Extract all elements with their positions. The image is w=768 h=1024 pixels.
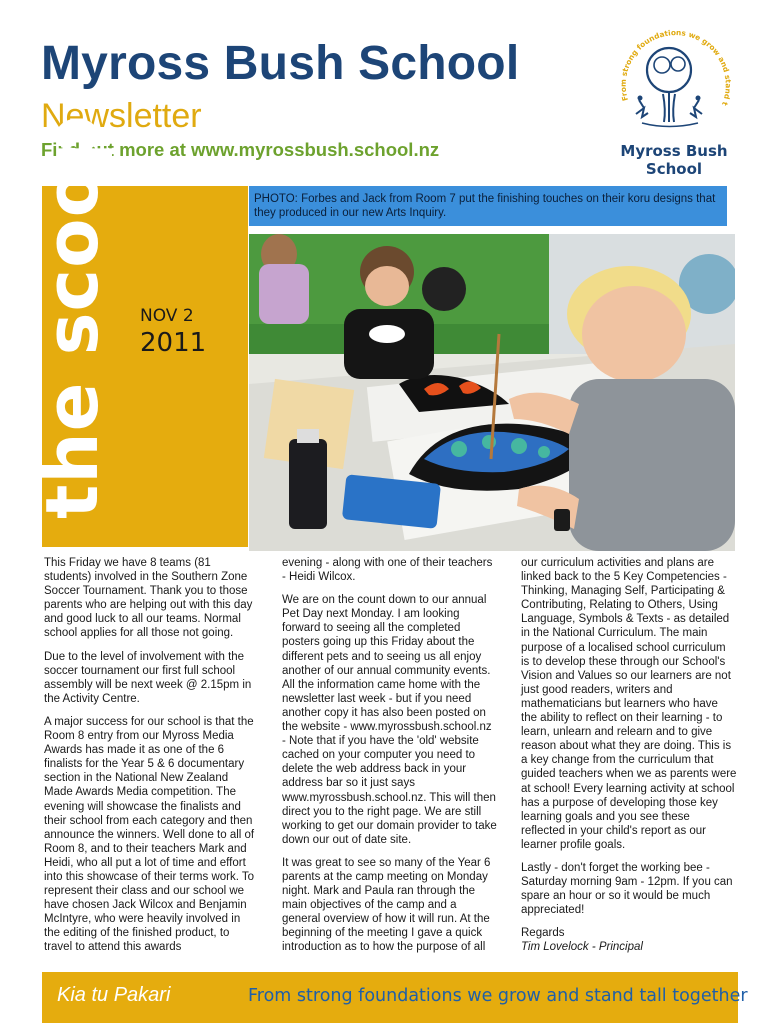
footer-banner — [42, 972, 748, 1023]
photo-caption: PHOTO: Forbes and Jack from Room 7 put the finishing touches on their koru designs that they produced in our new Arts Inquiry. — [249, 186, 727, 226]
article-paragraph: our curriculum activities and plans are linked back to the 5 Key Competencies - Thinking, Managing Self, Participating & Contributing, Relating to Others, Using Language, Symbols & Texts - as detailed in the National Curriculum. The main purpose of a localised school curriculum is to develop these through our School's Vision and Values so our learners are not just good readers, writers and mathematicians but learners who have the ability to reflect on their learning - to learn, unlearn and relearn and to give reason about what they are doing. This is a key change from the curriculum that guided teachers when we as parents were at school! Every learning activity at school has a purpose of developing those key learning goals and you see these reflected in your child's report as our learner profile goals. — [521, 557, 737, 851]
footer-motto-english: From strong foundations we grow and stand tall together — [248, 986, 748, 1006]
principal-signature: Tim Lovelock - Principal — [521, 941, 643, 954]
issue-date: NOV 2 — [140, 306, 194, 326]
article-paragraph: This Friday we have 8 teams (81 students) involved in the Southern Zone Soccer Tournament. Thank you to those parents who are helping out with this day and good luck to all our teams. Normal school applies for all those not going. — [44, 557, 253, 640]
article-paragraph: Due to the level of involvement with the soccer tournament our first full school assembly will be next week @ 2.15pm in the Activity Centre. — [44, 650, 252, 705]
article-paragraph: We are on the count down to our annual Pet Day next Monday. I am looking forward to seeing all the completed posters going up this Friday about the different pets and to seeing us all enjoy another of our annual community events. All the information came home with the newsletter last week - but if you need another copy it has also been posted on the website - www.myrossbush.school.nz - Note that if you have the 'old' website cached on your computer you need to delete the web address back in your address bar so it just says www.myrossbush.school.nz. This will then direct you to the right page. We are still working to get our domain provider to take down our out of date site. — [282, 594, 497, 846]
issue-year: 2011 — [140, 328, 207, 358]
article-paragraph: It was great to see so many of the Year 6 parents at the camp meeting on Monday night. Mark and Paula ran through the main objectives of the camp and a general overview of how it will run. At the beginning of the meeting I gave a quick introduction as to how the purpose of all — [282, 856, 491, 954]
footer-motto-maori: Kia tu Pakari — [57, 984, 171, 1006]
classroom-photo — [249, 234, 735, 551]
school-logo — [614, 22, 734, 182]
article-column-2 — [282, 556, 498, 964]
newsletter-title: Myross Bush School — [41, 37, 520, 90]
article-paragraph: A major success for our school is that the Room 8 entry from our Myross Media Awards has made it as one of the 6 finalists for the Year 5 & 6 documentary section in the National New Zealand Made Awards Media competition. The evening will showcase the finalists and their school from each category and then announce the winners. Well done to all of Room 8, and to their teachers Mark and Heidi, who all put a lot of time and effort into this showcase of their terms work. To represent their class and our school we have chosen Jack Wilcox and Benjamin McIntyre, who were heavily involved in the editing of the finished product, to travel to attend this awards — [44, 715, 255, 954]
classroom-photo-illustration — [249, 234, 735, 551]
newsletter-subtitle: Newsletter — [41, 97, 202, 135]
logo-motto-arc: From strong foundations we grow and stand t — [618, 28, 733, 107]
website-tagline: Find out more at www.myrossbush.school.nz — [41, 139, 440, 160]
tree-logo-icon — [614, 22, 734, 144]
article-paragraph: Lastly - don't forget the working bee - Saturday morning 9am - 12pm. If you can spare an hour or so it would be much appreciated! — [521, 861, 733, 917]
the-scoop-title: the scoop — [30, 114, 114, 519]
logo-school-name-line1: Myross Bush — [620, 142, 728, 160]
article-column-1 — [44, 556, 256, 964]
article-paragraph: evening - along with one of their teachers - Heidi Wilcox. — [282, 557, 493, 584]
closing-regards: Regards — [521, 927, 565, 940]
svg-text:From strong foundations we gro — [614, 22, 733, 107]
article-column-3 — [521, 556, 737, 955]
logo-school-name-line2: School — [645, 160, 703, 178]
